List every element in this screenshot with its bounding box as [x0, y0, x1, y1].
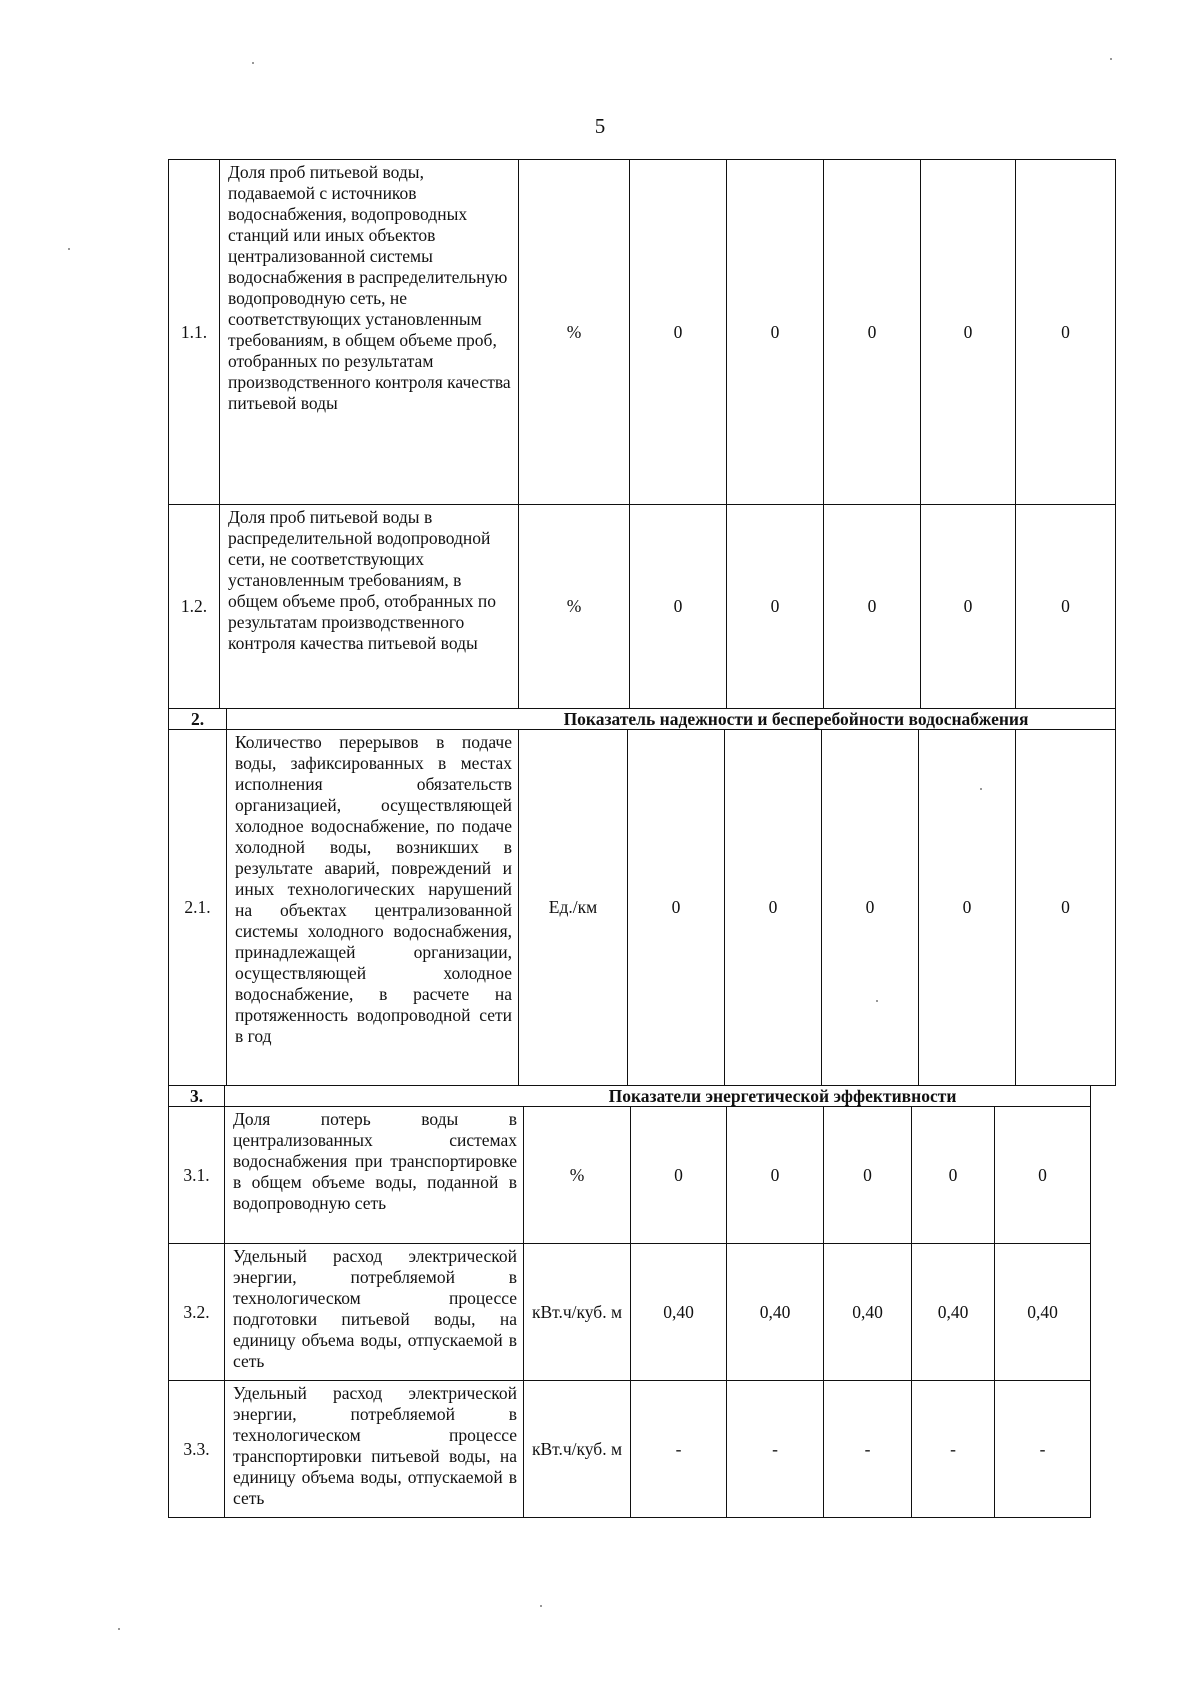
value-cell: 0 — [995, 1107, 1091, 1244]
indicators-table-part-3 — [168, 1085, 1091, 1518]
value-cell: 0 — [727, 505, 824, 709]
table-row — [169, 730, 1116, 1086]
row-number: 3.1. — [169, 1107, 225, 1244]
section-number: 3. — [169, 1086, 225, 1107]
value-cell: 0 — [630, 505, 727, 709]
value-cell: - — [631, 1381, 727, 1518]
unit-cell: % — [519, 505, 630, 709]
indicator-description: Удельный расход электрической энергии, потребляемой в технологическом процессе подготовки питьевой воды, на единицу объема воды, отпускаемой в сеть — [225, 1244, 524, 1381]
value-cell: 0 — [912, 1107, 995, 1244]
table-row — [169, 505, 1116, 709]
indicator-description: Доля потерь воды в централизованных системах водоснабжения при транспортировке в общем объеме воды, поданной в водопроводную сеть — [225, 1107, 524, 1244]
value-cell: - — [912, 1381, 995, 1518]
row-number: 3.2. — [169, 1244, 225, 1381]
scan-speck — [876, 1000, 878, 1002]
value-cell: 0 — [822, 730, 919, 1086]
value-cell: 0 — [727, 1107, 824, 1244]
table-row — [169, 1381, 1091, 1518]
unit-cell: Ед./км — [519, 730, 628, 1086]
indicators-table-part-2 — [168, 708, 1116, 1086]
row-number: 1.1. — [169, 160, 220, 505]
scan-speck — [252, 62, 254, 64]
scan-speck — [540, 1605, 542, 1607]
table-row — [169, 1107, 1091, 1244]
value-cell: 0,40 — [912, 1244, 995, 1381]
value-cell: 0 — [824, 505, 921, 709]
section-row — [169, 1086, 1091, 1107]
page-number: 5 — [594, 114, 606, 138]
scan-speck — [980, 788, 982, 790]
section-title: Показатель надежности и бесперебойности водоснабжения — [227, 709, 1116, 730]
table-row — [169, 160, 1116, 505]
scan-speck — [68, 248, 70, 250]
value-cell: - — [824, 1381, 912, 1518]
row-number: 1.2. — [169, 505, 220, 709]
value-cell: - — [995, 1381, 1091, 1518]
value-cell: 0 — [919, 730, 1016, 1086]
row-number: 2.1. — [169, 730, 227, 1086]
scan-speck — [118, 1628, 120, 1630]
value-cell: 0 — [628, 730, 725, 1086]
row-number: 3.3. — [169, 1381, 225, 1518]
value-cell: 0 — [921, 505, 1016, 709]
value-cell: 0,40 — [631, 1244, 727, 1381]
indicators-table-part-1 — [168, 159, 1116, 709]
section-row — [169, 709, 1116, 730]
value-cell: 0 — [921, 160, 1016, 505]
indicator-description: Доля проб питьевой воды, подаваемой с источников водоснабжения, водопроводных станций или иных объектов централизованной системы водоснабжения в распределительную водопроводную сеть, не соответствующих установленным требованиям, в общем объеме проб, отобранных по результатам производственного контроля качества питьевой воды — [220, 160, 519, 505]
unit-cell: кВт.ч/куб. м — [524, 1381, 631, 1518]
value-cell: - — [727, 1381, 824, 1518]
value-cell: 0 — [824, 1107, 912, 1244]
indicator-description: Доля проб питьевой воды в распределительной водопроводной сети, не соответствующих установленным требованиям, в общем объеме проб, отобранных по результатам производственного контроля качества питьевой воды — [220, 505, 519, 709]
value-cell: 0 — [630, 160, 727, 505]
value-cell: 0,40 — [824, 1244, 912, 1381]
value-cell: 0 — [725, 730, 822, 1086]
value-cell: 0 — [727, 160, 824, 505]
unit-cell: % — [519, 160, 630, 505]
section-title: Показатели энергетической эффективности — [225, 1086, 1091, 1107]
table-row — [169, 1244, 1091, 1381]
unit-cell: кВт.ч/куб. м — [524, 1244, 631, 1381]
value-cell: 0,40 — [995, 1244, 1091, 1381]
value-cell: 0 — [824, 160, 921, 505]
scan-speck — [1110, 58, 1112, 60]
indicator-description: Удельный расход электрической энергии, потребляемой в технологическом процессе транспортировки питьевой воды, на единицу объема воды, отпускаемой в сеть — [225, 1381, 524, 1518]
unit-cell: % — [524, 1107, 631, 1244]
value-cell: 0 — [631, 1107, 727, 1244]
value-cell: 0 — [1016, 505, 1116, 709]
section-number: 2. — [169, 709, 227, 730]
value-cell: 0 — [1016, 730, 1116, 1086]
value-cell: 0 — [1016, 160, 1116, 505]
value-cell: 0,40 — [727, 1244, 824, 1381]
indicator-description: Количество перерывов в подаче воды, зафиксированных в местах исполнения обязательств организацией, осуществляющей холодное водоснабжение, по подаче холодной воды, возникших в результате аварий, повреждений и иных технологических нарушений на объектах централизованной системы холодного водоснабжения, принадлежащей организации, осуществляющей холодное водоснабжение, в расчете на протяженность водопроводной сети в год — [227, 730, 519, 1086]
